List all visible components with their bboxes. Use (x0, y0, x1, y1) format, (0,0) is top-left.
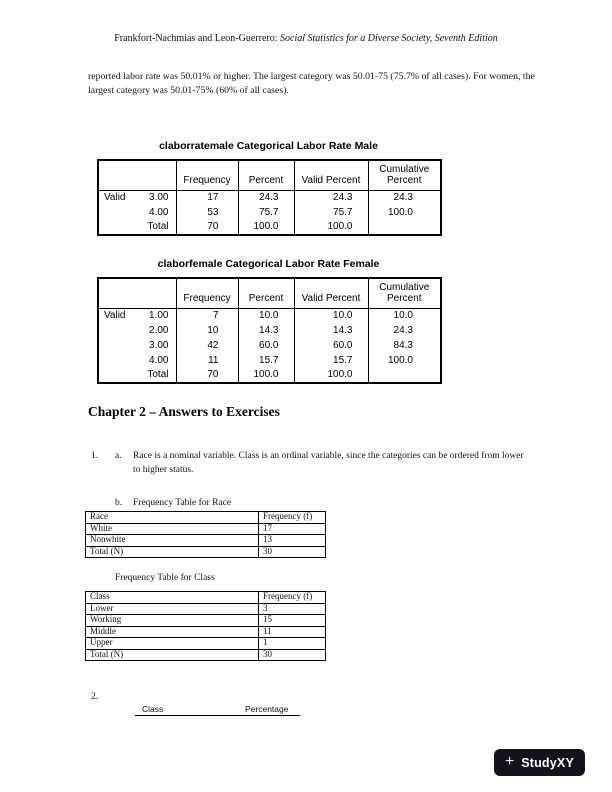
row-group-label (98, 323, 132, 338)
cell-cumulative-percent: 24.3 (368, 323, 441, 338)
race-frequency-table (85, 511, 326, 558)
cell-category: White (86, 523, 259, 535)
cell-valid-percent: 14.3 (294, 323, 368, 338)
row-label: 3.00 (149, 191, 169, 203)
table-row (98, 338, 441, 353)
cell-frequency: 17 (176, 190, 238, 205)
cell-valid-percent: 24.3 (294, 190, 368, 205)
cell-category: Total (N) (86, 546, 259, 558)
class-table-title: Frequency Table for Class (115, 573, 215, 583)
spss-male-section (97, 140, 440, 236)
col-header-valid-percent: Valid Percent (294, 278, 368, 308)
exercise-2-table-header (135, 703, 300, 716)
cell-valid-percent: 60.0 (294, 338, 368, 353)
row-label: 4.00 (149, 206, 169, 218)
cell-category: Nonwhite (86, 535, 259, 547)
cell-category: Upper (86, 638, 259, 650)
exercise-sub-label: b. (115, 498, 123, 508)
row-group-label: Valid (104, 191, 126, 203)
cell-category: Total (N) (86, 649, 259, 661)
row-label: 2.00 (149, 324, 169, 336)
studyxy-wordmark: StudyXY (521, 755, 574, 770)
cell-cumulative-percent: 24.3 (368, 190, 441, 205)
cell-frequency: 53 (176, 205, 238, 220)
cell-percent: 100.0 (238, 220, 294, 235)
cell-frequency: 15 (259, 615, 326, 627)
row-group-label (98, 368, 132, 383)
cell-valid-percent: 100.0 (294, 220, 368, 235)
table-row (86, 523, 326, 535)
col-header-percent: Percent (238, 278, 294, 308)
corner-cell (98, 278, 176, 308)
table-row (86, 535, 326, 547)
header-authors: Frankfort-Nachmias and Leon-Guerrero: (114, 33, 278, 44)
class-col-header: Class (86, 592, 259, 604)
table-row (86, 649, 326, 661)
table-row (98, 308, 441, 323)
studyxy-logo (494, 749, 585, 776)
col-header-percent: Percent (238, 160, 294, 190)
spss-header-row (98, 278, 441, 308)
spss-male-title: claborratemale Categorical Labor Rate Male (159, 140, 378, 152)
cell-percent: 100.0 (238, 368, 294, 383)
class-col-header: Class (142, 704, 164, 714)
cell-percent: 60.0 (238, 338, 294, 353)
table-header-row (86, 512, 326, 524)
corner-cell (98, 160, 176, 190)
race-col-header: Race (86, 512, 259, 524)
cell-category: Working (86, 615, 259, 627)
row-group-label (98, 353, 132, 368)
cell-valid-percent: 10.0 (294, 308, 368, 323)
spss-female-title: claborfemale Categorical Labor Rate Female (157, 258, 380, 270)
col-header-cumulative-percent: Cumulative Percent (368, 278, 441, 308)
cell-cumulative-percent: 100.0 (368, 353, 441, 368)
cell-cumulative-percent: 10.0 (368, 308, 441, 323)
cell-category: Lower (86, 603, 259, 615)
cell-frequency: 3 (259, 603, 326, 615)
cell-percent: 75.7 (238, 205, 294, 220)
table-header-row (86, 592, 326, 604)
exercise-1a (91, 450, 533, 478)
col-header-cumulative-percent: Cumulative Percent (368, 160, 441, 190)
cell-cumulative-percent: 100.0 (368, 205, 441, 220)
cell-category: Middle (86, 626, 259, 638)
table-row (86, 638, 326, 650)
row-label: 3.00 (149, 339, 169, 351)
row-group-label (98, 205, 132, 220)
row-label: Total (147, 369, 169, 380)
exercise-2-number: 2. (91, 692, 99, 702)
cell-frequency: 70 (176, 220, 238, 235)
cell-frequency: 42 (176, 338, 238, 353)
cell-frequency: 17 (259, 523, 326, 535)
cell-cumulative-percent (368, 368, 441, 383)
table-row (98, 368, 441, 383)
row-label: Total (147, 221, 169, 232)
frequency-col-header: Frequency (f) (259, 512, 326, 524)
cell-cumulative-percent (368, 220, 441, 235)
col-header-frequency: Frequency (176, 278, 238, 308)
table-row (98, 323, 441, 338)
table-row (98, 190, 441, 205)
race-table-title: Frequency Table for Race (133, 498, 232, 508)
chapter-heading: Chapter 2 – Answers to Exercises (88, 404, 280, 419)
cell-frequency: 70 (176, 368, 238, 383)
table-row (86, 546, 326, 558)
row-label: 1.00 (149, 309, 169, 321)
cell-frequency: 7 (176, 308, 238, 323)
cell-valid-percent: 15.7 (294, 353, 368, 368)
intro-paragraph: reported labor rate was 50.01% or higher. The largest category was 50.01-75 (75.7% of all cases). For women, the largest category was 50.01-75% (60% of all cases). (88, 71, 535, 96)
cell-frequency: 1 (259, 638, 326, 650)
plus-icon: + (504, 753, 515, 770)
row-group-label: Valid (104, 309, 126, 321)
row-label: 4.00 (149, 354, 169, 366)
row-group-label (98, 338, 132, 353)
cell-valid-percent: 75.7 (294, 205, 368, 220)
table-row (98, 353, 441, 368)
cell-percent: 14.3 (238, 323, 294, 338)
cell-frequency: 10 (176, 323, 238, 338)
running-header (0, 33, 612, 44)
cell-percent: 10.0 (238, 308, 294, 323)
table-row (98, 220, 441, 235)
col-header-frequency: Frequency (176, 160, 238, 190)
spss-female-section (97, 258, 440, 384)
cell-percent: 24.3 (238, 190, 294, 205)
exercise-sub-label: a. (115, 451, 122, 461)
cell-frequency: 30 (259, 546, 326, 558)
table-row (86, 626, 326, 638)
spss-male-table (97, 159, 442, 236)
cell-frequency: 30 (259, 649, 326, 661)
row-group-label (98, 220, 132, 235)
cell-valid-percent: 100.0 (294, 368, 368, 383)
exercise-number: 1. (91, 451, 99, 461)
spss-female-table (97, 277, 442, 384)
cell-frequency: 13 (259, 535, 326, 547)
spss-header-row (98, 160, 441, 190)
exercise-1b (115, 497, 415, 511)
table-row (98, 205, 441, 220)
table-row (86, 603, 326, 615)
cell-frequency: 11 (259, 626, 326, 638)
exercise-1a-text: Race is a nominal variable. Class is an ordinal variable, since the categories can be ordered from lower to higher status. (133, 451, 524, 475)
percentage-col-header: Percentage (245, 704, 289, 714)
header-book-title: Social Statistics for a Diverse Society, Seventh Edition (277, 33, 498, 44)
cell-percent: 15.7 (238, 353, 294, 368)
col-header-valid-percent: Valid Percent (294, 160, 368, 190)
cell-cumulative-percent: 84.3 (368, 338, 441, 353)
class-frequency-table (85, 591, 326, 661)
cell-frequency: 11 (176, 353, 238, 368)
table-row (86, 615, 326, 627)
frequency-col-header: Frequency (f) (259, 592, 326, 604)
